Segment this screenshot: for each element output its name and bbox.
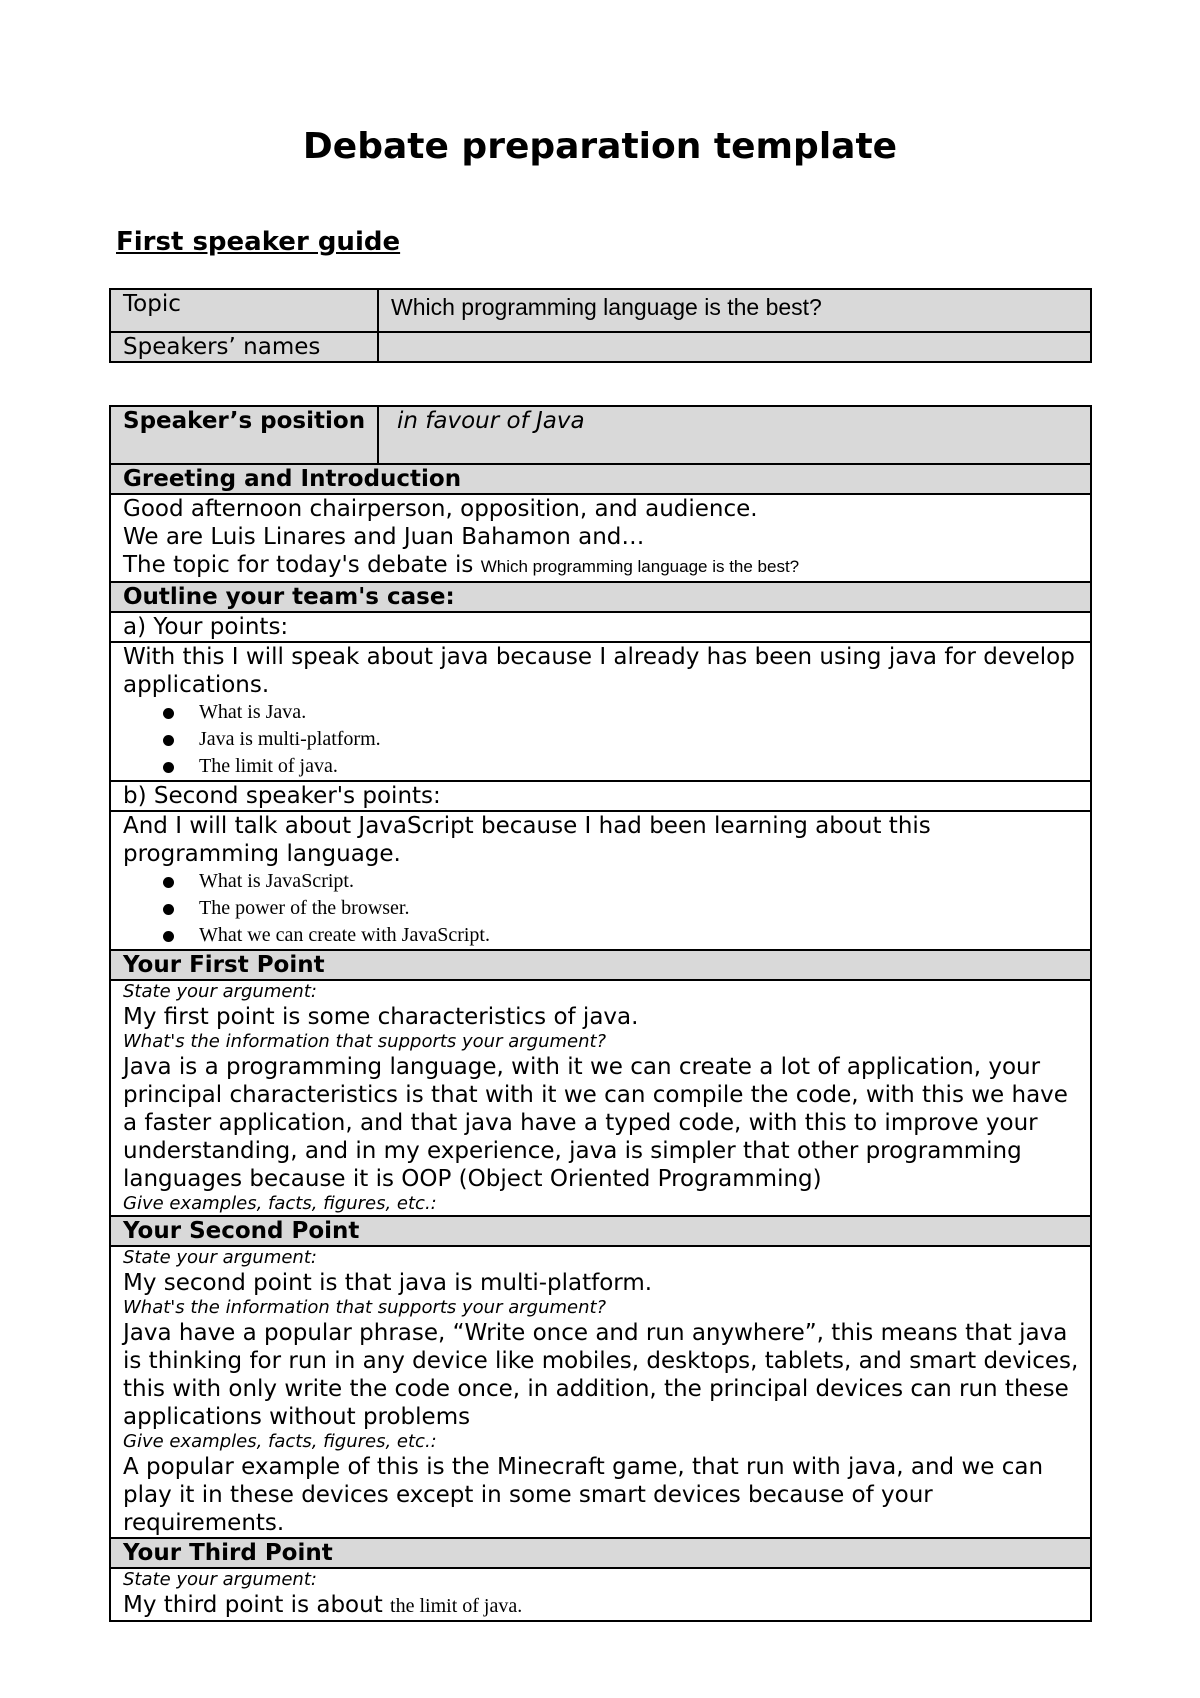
first-point-argument-prompt: State your argument: — [123, 981, 317, 1002]
second-point-body — [110, 1246, 1091, 1538]
speakers-row — [110, 332, 1091, 362]
list-item: Java is multi-platform. — [199, 726, 1080, 753]
outline-b-label-row — [110, 781, 1091, 811]
outline-a-body — [110, 642, 1091, 781]
position-value[interactable]: in favour of Java — [378, 406, 1091, 464]
second-point-header: Your Second Point — [110, 1216, 1091, 1246]
first-point-header-row — [110, 950, 1091, 980]
list-item: The power of the browser. — [199, 895, 1080, 922]
second-point-support: Java have a popular phrase, “Write once and run anywhere”, this means that java is thinking for run in any device like mobiles, desktops, tablets, and smart devices, this with only write the code once, in addition, the principal devices can run these applications without problems — [123, 1320, 1079, 1430]
greeting-line-2: We are Luis Linares and Juan Bahamon and… — [123, 524, 645, 550]
first-point-support: Java is a programming language, with it we can create a lot of application, your principal characteristics is that with it we can compile the code, with this we have a faster application, and that java have a typed code, with this to improve your understanding, and in my experience, java is simpler that other programming languages because it is OOP (Object Oriented Programming) — [123, 1054, 1068, 1192]
greeting-line-3 — [123, 551, 1080, 581]
third-point-argument-suffix: the limit of java. — [390, 1595, 523, 1617]
third-point-argument — [123, 1591, 1080, 1620]
first-point-examples-prompt: Give examples, facts, figures, etc.: — [123, 1193, 437, 1214]
greeting-body — [110, 494, 1091, 582]
greeting-header: Greeting and Introduction — [110, 464, 1091, 494]
list-item: What we can create with JavaScript. — [199, 922, 1080, 949]
speakers-label: Speakers’ names — [110, 332, 378, 362]
outline-a-bullet-list — [123, 699, 1080, 780]
document-title: Debate preparation template — [302, 126, 898, 167]
greeting-line-1: Good afternoon chairperson, opposition, and audience. — [123, 496, 758, 522]
third-point-body-row — [110, 1568, 1091, 1621]
first-point-header: Your First Point — [110, 950, 1091, 980]
outline-a-label: a) Your points: — [110, 612, 1091, 642]
third-point-argument-prompt: State your argument: — [123, 1569, 317, 1590]
speakers-value[interactable] — [378, 332, 1091, 362]
outline-b-label: b) Second speaker's points: — [110, 781, 1091, 811]
second-point-examples-prompt: Give examples, facts, figures, etc.: — [123, 1431, 437, 1452]
section-title: First speaker guide — [116, 227, 401, 257]
topic-label: Topic — [110, 289, 378, 332]
info-table — [109, 288, 1092, 363]
topic-value[interactable]: Which programming language is the best? — [378, 289, 1091, 332]
greeting-body-row — [110, 494, 1091, 582]
outline-b-text: And I will talk about JavaScript because I had been learning about this programming language. — [123, 813, 931, 867]
list-item: The limit of java. — [199, 753, 1080, 780]
second-point-support-prompt: What's the information that supports your argument? — [123, 1297, 607, 1318]
topic-row — [110, 289, 1091, 332]
outline-b-body-row — [110, 811, 1091, 950]
third-point-body — [110, 1568, 1091, 1621]
outline-b-bullet-list — [123, 868, 1080, 949]
speaker-table — [109, 405, 1092, 1622]
first-point-body — [110, 980, 1091, 1216]
position-row — [110, 406, 1091, 464]
third-point-header: Your Third Point — [110, 1538, 1091, 1568]
first-point-argument: My first point is some characteristics of java. — [123, 1004, 639, 1030]
outline-a-text: With this I will speak about java because I already has been using java for develop applications. — [123, 644, 1075, 698]
outline-header-row — [110, 582, 1091, 612]
second-point-argument: My second point is that java is multi-platform. — [123, 1270, 653, 1296]
outline-b-body — [110, 811, 1091, 950]
position-label: Speaker’s position — [110, 406, 378, 464]
third-point-argument-prefix: My third point is about — [123, 1592, 391, 1618]
greeting-line-3-prefix: The topic for today's debate is — [123, 552, 481, 578]
outline-header: Outline your team's case: — [110, 582, 1091, 612]
third-point-header-row — [110, 1538, 1091, 1568]
second-point-body-row — [110, 1246, 1091, 1538]
second-point-examples: A popular example of this is the Minecraft game, that run with java, and we can play it in these devices except in some smart devices because of your requirements. — [123, 1454, 1044, 1536]
first-point-body-row — [110, 980, 1091, 1216]
greeting-header-row — [110, 464, 1091, 494]
first-point-support-prompt: What's the information that supports your argument? — [123, 1031, 607, 1052]
greeting-line-3-topic: Which programming language is the best? — [480, 557, 800, 576]
list-item: What is JavaScript. — [199, 868, 1080, 895]
second-point-argument-prompt: State your argument: — [123, 1247, 317, 1268]
list-item: What is Java. — [199, 699, 1080, 726]
second-point-header-row — [110, 1216, 1091, 1246]
outline-a-body-row — [110, 642, 1091, 781]
outline-a-label-row — [110, 612, 1091, 642]
